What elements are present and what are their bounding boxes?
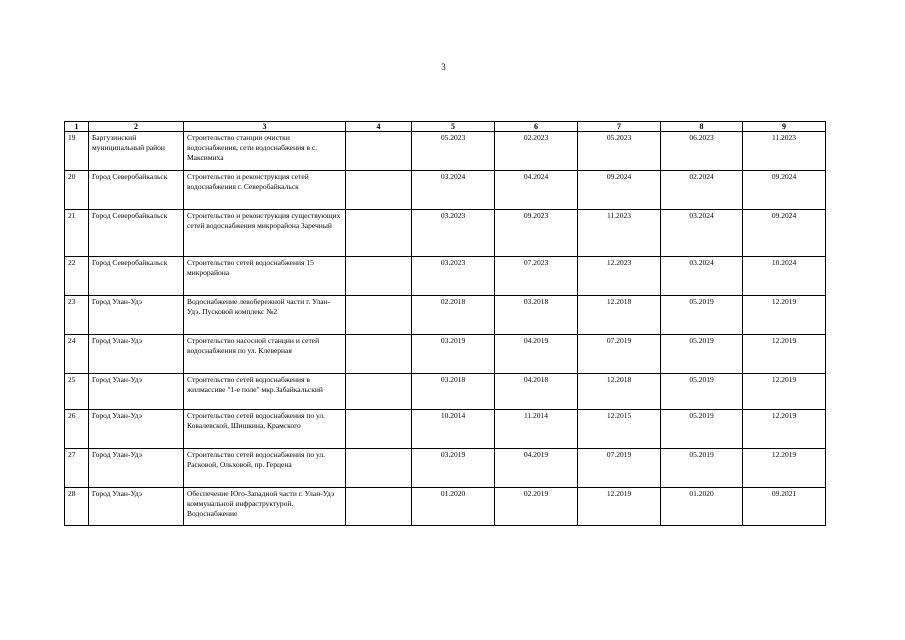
column-header: 3 (184, 122, 346, 132)
date-cell: 02.2018 (412, 296, 495, 335)
date-cell: 05.2019 (661, 449, 743, 488)
column-header: 4 (346, 122, 412, 132)
municipality-cell: Город Улан-Удэ (89, 335, 184, 374)
table-row (65, 296, 826, 335)
date-cell: 03.2023 (412, 257, 495, 296)
table-row (65, 410, 826, 449)
date-cell: 02.2019 (495, 488, 578, 526)
date-cell: 03.2024 (661, 210, 743, 257)
municipality-cell: Город Северобайкальск (89, 257, 184, 296)
date-cell: 06.2023 (661, 132, 743, 171)
table-row (65, 257, 826, 296)
date-cell: 03.2018 (495, 296, 578, 335)
project-cell: Строительство сетей водоснабжения по ул. Ковалевской, Шишкина, Крамского (184, 410, 346, 449)
municipality-cell: Город Улан-Удэ (89, 488, 184, 526)
table-row (65, 171, 826, 210)
date-cell: 05.2019 (661, 374, 743, 410)
col4-cell (346, 210, 412, 257)
date-cell: 12.2019 (743, 449, 826, 488)
table-row (65, 132, 826, 171)
row-number: 19 (65, 132, 89, 171)
date-cell: 09.2024 (743, 210, 826, 257)
page-number: 3 (441, 62, 446, 72)
date-cell: 03.2018 (412, 374, 495, 410)
row-number: 22 (65, 257, 89, 296)
date-cell: 07.2023 (495, 257, 578, 296)
row-number: 23 (65, 296, 89, 335)
project-cell: Строительство сетей водоснабжения по ул. Расковой, Ольховой, пр. Герцена (184, 449, 346, 488)
table-row (65, 335, 826, 374)
date-cell: 03.2024 (661, 257, 743, 296)
column-header: 2 (89, 122, 184, 132)
date-cell: 09.2023 (495, 210, 578, 257)
date-cell: 04.2019 (495, 335, 578, 374)
column-header: 6 (495, 122, 578, 132)
date-cell: 10.2014 (412, 410, 495, 449)
col4-cell (346, 257, 412, 296)
date-cell: 11.2023 (743, 132, 826, 171)
project-cell: Обеспечение Юго-Западной части г. Улан-Удэ коммунальной инфраструктурой. Водоснабжение (184, 488, 346, 526)
row-number: 25 (65, 374, 89, 410)
table-row (65, 449, 826, 488)
column-header: 1 (65, 122, 89, 132)
date-cell: 01.2020 (661, 488, 743, 526)
project-cell: Строительство и реконструкция сетей водоснабжения г. Северобайкальск (184, 171, 346, 210)
project-cell: Строительство насосной станции и сетей водоснабжения по ул. Клеверная (184, 335, 346, 374)
date-cell: 12.2015 (578, 410, 661, 449)
row-number: 24 (65, 335, 89, 374)
date-cell: 01.2020 (412, 488, 495, 526)
project-cell: Строительство и реконструкция существующих сетей водоснабжения микрорайона Заречный (184, 210, 346, 257)
municipality-cell: Баргузинский муниципальный район (89, 132, 184, 171)
project-cell: Строительство станции очистки водоснабжения, сети водоснабжения в с. Максимиха (184, 132, 346, 171)
table-row (65, 488, 826, 526)
date-cell: 03.2019 (412, 335, 495, 374)
project-cell: Водоснабжение левобережной части г. Улан-Удэ. Пусковой комплекс №2 (184, 296, 346, 335)
date-cell: 05.2019 (661, 410, 743, 449)
municipality-cell: Город Северобайкальск (89, 210, 184, 257)
date-cell: 12.2019 (578, 488, 661, 526)
date-cell: 05.2023 (412, 132, 495, 171)
project-cell: Строительство сетей водоснабжения в жилмассиве "1-е поле" мкр.Забайкальский (184, 374, 346, 410)
col4-cell (346, 488, 412, 526)
date-cell: 02.2024 (661, 171, 743, 210)
municipality-cell: Город Улан-Удэ (89, 374, 184, 410)
date-cell: 10.2024 (743, 257, 826, 296)
date-cell: 05.2019 (661, 296, 743, 335)
row-number: 28 (65, 488, 89, 526)
col4-cell (346, 374, 412, 410)
row-number: 21 (65, 210, 89, 257)
municipality-cell: Город Улан-Удэ (89, 296, 184, 335)
col4-cell (346, 335, 412, 374)
date-cell: 12.2019 (743, 335, 826, 374)
date-cell: 11.2023 (578, 210, 661, 257)
date-cell: 11.2014 (495, 410, 578, 449)
date-cell: 09.2024 (578, 171, 661, 210)
col4-cell (346, 410, 412, 449)
project-cell: Строительство сетей водоснабжения 15 микрорайона (184, 257, 346, 296)
col4-cell (346, 449, 412, 488)
date-cell: 12.2018 (578, 296, 661, 335)
date-cell: 04.2024 (495, 171, 578, 210)
date-cell: 12.2018 (578, 374, 661, 410)
date-cell: 03.2024 (412, 171, 495, 210)
row-number: 27 (65, 449, 89, 488)
column-header: 9 (743, 122, 826, 132)
col4-cell (346, 171, 412, 210)
column-header: 7 (578, 122, 661, 132)
date-cell: 03.2023 (412, 210, 495, 257)
municipality-cell: Город Улан-Удэ (89, 410, 184, 449)
column-header: 8 (661, 122, 743, 132)
date-cell: 09.2024 (743, 171, 826, 210)
row-number: 20 (65, 171, 89, 210)
date-cell: 04.2018 (495, 374, 578, 410)
date-cell: 07.2019 (578, 335, 661, 374)
date-cell: 09.2021 (743, 488, 826, 526)
date-cell: 12.2023 (578, 257, 661, 296)
col4-cell (346, 132, 412, 171)
column-header: 5 (412, 122, 495, 132)
table-row (65, 210, 826, 257)
header-row (65, 122, 826, 132)
municipality-cell: Город Северобайкальск (89, 171, 184, 210)
date-cell: 05.2019 (661, 335, 743, 374)
date-cell: 07.2019 (578, 449, 661, 488)
date-cell: 12.2019 (743, 296, 826, 335)
date-cell: 12.2019 (743, 374, 826, 410)
schedule-table (64, 121, 826, 526)
date-cell: 05.2023 (578, 132, 661, 171)
row-number: 26 (65, 410, 89, 449)
date-cell: 02.2023 (495, 132, 578, 171)
date-cell: 04.2019 (495, 449, 578, 488)
date-cell: 12.2019 (743, 410, 826, 449)
date-cell: 03.2019 (412, 449, 495, 488)
col4-cell (346, 296, 412, 335)
table-row (65, 374, 826, 410)
municipality-cell: Город Улан-Удэ (89, 449, 184, 488)
